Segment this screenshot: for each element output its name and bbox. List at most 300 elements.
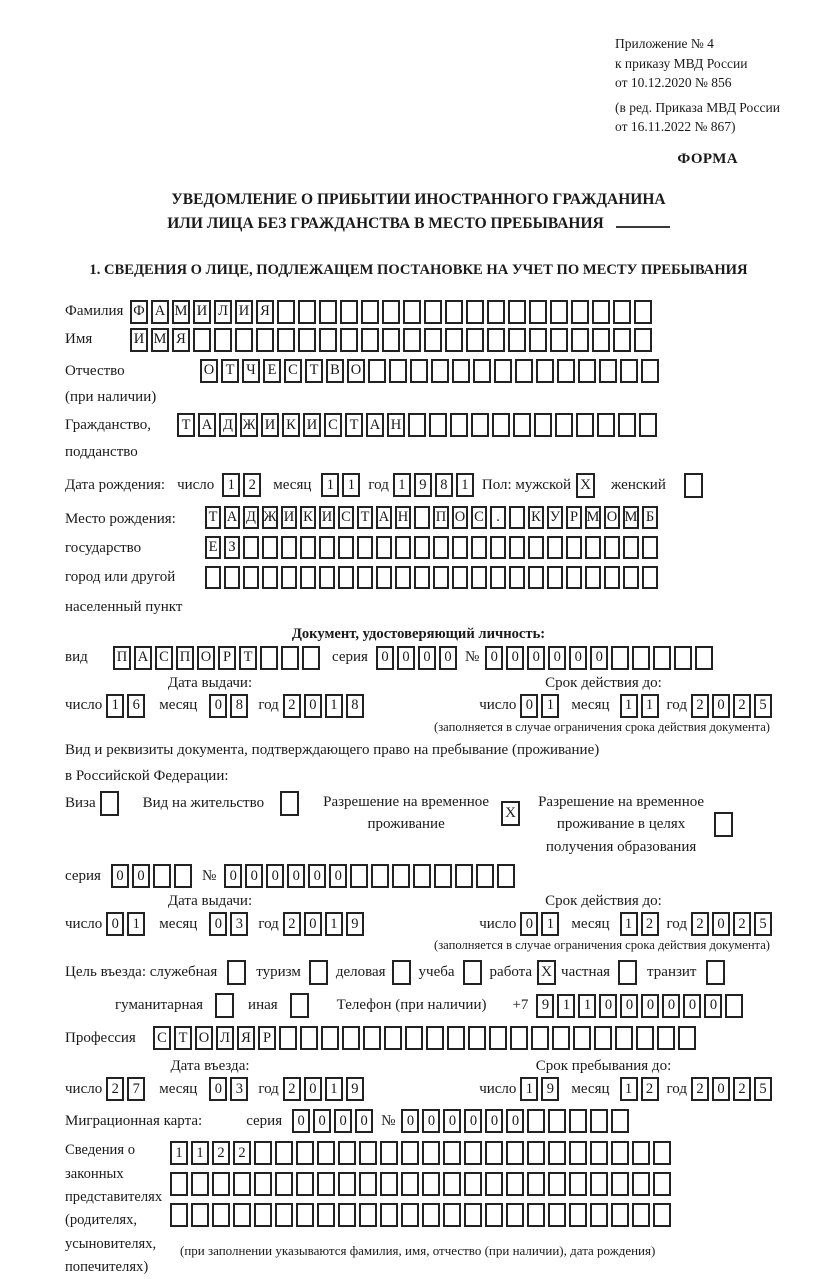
purpose-other-checkbox[interactable] — [290, 993, 309, 1018]
char-cell[interactable] — [300, 1026, 318, 1050]
char-cell[interactable] — [338, 566, 354, 589]
char-cell[interactable] — [224, 566, 240, 589]
purpose-study-checkbox[interactable] — [463, 960, 482, 985]
char-cell[interactable]: 0 — [569, 646, 587, 670]
char-cell[interactable] — [490, 536, 506, 559]
char-cell[interactable] — [590, 1203, 608, 1227]
temp-residence-edu-checkbox[interactable] — [714, 812, 733, 837]
char-cell[interactable] — [632, 646, 650, 670]
char-cell[interactable]: 0 — [132, 864, 150, 888]
char-cell[interactable] — [338, 1172, 356, 1196]
char-cell[interactable]: И — [319, 506, 335, 529]
char-cell[interactable] — [639, 413, 657, 437]
char-cell[interactable]: 0 — [111, 864, 129, 888]
purpose-official-checkbox[interactable] — [227, 960, 246, 985]
char-cell[interactable]: Я — [256, 300, 274, 324]
char-cell[interactable] — [571, 300, 589, 324]
char-cell[interactable] — [552, 1026, 570, 1050]
char-cell[interactable]: 1 — [541, 912, 559, 936]
char-cell[interactable]: 1 — [325, 912, 343, 936]
char-cell[interactable] — [569, 1203, 587, 1227]
char-cell[interactable] — [508, 300, 526, 324]
char-cell[interactable] — [653, 1203, 671, 1227]
char-cell[interactable]: 0 — [712, 1077, 730, 1101]
char-cell[interactable] — [529, 300, 547, 324]
char-cell[interactable] — [429, 413, 447, 437]
char-cell[interactable]: О — [452, 506, 468, 529]
char-cell[interactable] — [618, 413, 636, 437]
char-cell[interactable] — [340, 300, 358, 324]
char-cell[interactable]: 0 — [485, 646, 503, 670]
char-cell[interactable] — [548, 1203, 566, 1227]
char-cell[interactable] — [361, 300, 379, 324]
char-cell[interactable] — [571, 328, 589, 352]
char-cell[interactable] — [384, 1026, 402, 1050]
char-cell[interactable] — [401, 1203, 419, 1227]
char-cell[interactable]: 0 — [520, 912, 538, 936]
char-cell[interactable]: 2 — [733, 694, 751, 718]
char-cell[interactable]: О — [200, 359, 218, 383]
char-cell[interactable] — [506, 1172, 524, 1196]
char-cell[interactable] — [262, 566, 278, 589]
char-cell[interactable] — [508, 328, 526, 352]
char-cell[interactable] — [674, 646, 692, 670]
char-cell[interactable] — [212, 1203, 230, 1227]
purpose-private-checkbox[interactable] — [618, 960, 637, 985]
char-cell[interactable]: Е — [263, 359, 281, 383]
char-cell[interactable] — [359, 1203, 377, 1227]
char-cell[interactable]: А — [376, 506, 392, 529]
char-cell[interactable]: И — [235, 300, 253, 324]
char-cell[interactable] — [466, 300, 484, 324]
char-cell[interactable] — [359, 1172, 377, 1196]
char-cell[interactable] — [296, 1203, 314, 1227]
char-cell[interactable] — [256, 328, 274, 352]
char-cell[interactable]: Ч — [242, 359, 260, 383]
char-cell[interactable] — [576, 413, 594, 437]
char-cell[interactable] — [371, 864, 389, 888]
char-cell[interactable]: 0 — [662, 994, 680, 1018]
char-cell[interactable] — [513, 413, 531, 437]
char-cell[interactable] — [485, 1203, 503, 1227]
char-cell[interactable]: 0 — [209, 694, 227, 718]
char-cell[interactable] — [590, 1109, 608, 1133]
char-cell[interactable]: 8 — [435, 473, 453, 497]
char-cell[interactable]: 0 — [464, 1109, 482, 1133]
char-cell[interactable]: 8 — [346, 694, 364, 718]
char-cell[interactable]: А — [224, 506, 240, 529]
char-cell[interactable]: П — [113, 646, 131, 670]
char-cell[interactable] — [527, 1203, 545, 1227]
char-cell[interactable] — [653, 1141, 671, 1165]
char-cell[interactable] — [414, 506, 430, 529]
char-cell[interactable] — [506, 1141, 524, 1165]
char-cell[interactable]: 3 — [230, 1077, 248, 1101]
char-cell[interactable]: Ж — [262, 506, 278, 529]
char-cell[interactable]: 6 — [127, 694, 145, 718]
char-cell[interactable]: 2 — [641, 912, 659, 936]
char-cell[interactable] — [363, 1026, 381, 1050]
char-cell[interactable]: . — [490, 506, 506, 529]
char-cell[interactable] — [389, 359, 407, 383]
char-cell[interactable] — [443, 1203, 461, 1227]
char-cell[interactable]: Е — [205, 536, 221, 559]
char-cell[interactable] — [599, 359, 617, 383]
purpose-business-checkbox[interactable] — [392, 960, 411, 985]
char-cell[interactable] — [471, 566, 487, 589]
char-cell[interactable]: К — [300, 506, 316, 529]
char-cell[interactable] — [604, 536, 620, 559]
char-cell[interactable]: 0 — [401, 1109, 419, 1133]
char-cell[interactable]: 2 — [691, 1077, 709, 1101]
char-cell[interactable] — [426, 1026, 444, 1050]
char-cell[interactable] — [408, 413, 426, 437]
char-cell[interactable]: 5 — [754, 912, 772, 936]
char-cell[interactable]: 1 — [520, 1077, 538, 1101]
char-cell[interactable]: 0 — [590, 646, 608, 670]
char-cell[interactable] — [443, 1172, 461, 1196]
char-cell[interactable] — [489, 1026, 507, 1050]
char-cell[interactable] — [298, 300, 316, 324]
purpose-work-checkbox[interactable]: X — [537, 960, 556, 985]
char-cell[interactable]: 1 — [342, 473, 360, 497]
char-cell[interactable]: В — [326, 359, 344, 383]
char-cell[interactable]: Т — [357, 506, 373, 529]
char-cell[interactable]: 2 — [733, 1077, 751, 1101]
char-cell[interactable] — [191, 1203, 209, 1227]
char-cell[interactable]: И — [281, 506, 297, 529]
char-cell[interactable]: 3 — [230, 912, 248, 936]
char-cell[interactable]: 0 — [443, 1109, 461, 1133]
char-cell[interactable] — [403, 300, 421, 324]
char-cell[interactable] — [497, 864, 515, 888]
char-cell[interactable]: С — [155, 646, 173, 670]
char-cell[interactable]: 0 — [334, 1109, 352, 1133]
char-cell[interactable] — [611, 1203, 629, 1227]
char-cell[interactable] — [509, 566, 525, 589]
char-cell[interactable]: К — [282, 413, 300, 437]
char-cell[interactable]: 1 — [106, 694, 124, 718]
char-cell[interactable] — [468, 1026, 486, 1050]
char-cell[interactable]: Л — [216, 1026, 234, 1050]
char-cell[interactable] — [452, 359, 470, 383]
char-cell[interactable] — [275, 1141, 293, 1165]
char-cell[interactable] — [490, 566, 506, 589]
char-cell[interactable] — [494, 359, 512, 383]
char-cell[interactable]: 0 — [712, 694, 730, 718]
char-cell[interactable]: А — [198, 413, 216, 437]
char-cell[interactable] — [193, 328, 211, 352]
char-cell[interactable]: 2 — [691, 912, 709, 936]
char-cell[interactable] — [338, 1141, 356, 1165]
char-cell[interactable] — [653, 646, 671, 670]
char-cell[interactable] — [319, 536, 335, 559]
char-cell[interactable]: 9 — [346, 912, 364, 936]
char-cell[interactable]: 0 — [209, 1077, 227, 1101]
char-cell[interactable] — [422, 1141, 440, 1165]
sex-male-checkbox[interactable]: X — [576, 473, 595, 498]
char-cell[interactable] — [317, 1203, 335, 1227]
char-cell[interactable] — [464, 1172, 482, 1196]
char-cell[interactable] — [422, 1172, 440, 1196]
char-cell[interactable]: 2 — [233, 1141, 251, 1165]
char-cell[interactable]: Ф — [130, 300, 148, 324]
char-cell[interactable]: 2 — [641, 1077, 659, 1101]
char-cell[interactable]: 1 — [325, 694, 343, 718]
char-cell[interactable]: 0 — [106, 912, 124, 936]
char-cell[interactable]: С — [338, 506, 354, 529]
char-cell[interactable]: Т — [205, 506, 221, 529]
char-cell[interactable] — [557, 359, 575, 383]
char-cell[interactable]: М — [623, 506, 639, 529]
char-cell[interactable]: 0 — [313, 1109, 331, 1133]
char-cell[interactable]: 5 — [754, 694, 772, 718]
char-cell[interactable] — [613, 328, 631, 352]
char-cell[interactable] — [634, 328, 652, 352]
char-cell[interactable]: 1 — [222, 473, 240, 497]
char-cell[interactable]: 9 — [414, 473, 432, 497]
char-cell[interactable] — [452, 566, 468, 589]
char-cell[interactable] — [464, 1141, 482, 1165]
char-cell[interactable] — [300, 536, 316, 559]
temp-residence-checkbox[interactable]: X — [501, 801, 520, 826]
char-cell[interactable]: Т — [221, 359, 239, 383]
char-cell[interactable]: М — [585, 506, 601, 529]
char-cell[interactable] — [632, 1141, 650, 1165]
char-cell[interactable] — [361, 328, 379, 352]
char-cell[interactable]: 0 — [224, 864, 242, 888]
char-cell[interactable]: 0 — [304, 912, 322, 936]
char-cell[interactable] — [678, 1026, 696, 1050]
char-cell[interactable]: 1 — [170, 1141, 188, 1165]
char-cell[interactable]: 0 — [683, 994, 701, 1018]
char-cell[interactable] — [555, 413, 573, 437]
char-cell[interactable]: 2 — [283, 912, 301, 936]
char-cell[interactable] — [471, 413, 489, 437]
char-cell[interactable] — [506, 1203, 524, 1227]
char-cell[interactable] — [342, 1026, 360, 1050]
char-cell[interactable] — [623, 536, 639, 559]
char-cell[interactable]: 1 — [557, 994, 575, 1018]
char-cell[interactable]: Р — [258, 1026, 276, 1050]
char-cell[interactable] — [642, 536, 658, 559]
char-cell[interactable]: 0 — [641, 994, 659, 1018]
char-cell[interactable]: 1 — [456, 473, 474, 497]
char-cell[interactable] — [443, 1141, 461, 1165]
char-cell[interactable]: 0 — [329, 864, 347, 888]
char-cell[interactable] — [212, 1172, 230, 1196]
char-cell[interactable] — [380, 1141, 398, 1165]
char-cell[interactable]: И — [193, 300, 211, 324]
char-cell[interactable]: 0 — [376, 646, 394, 670]
char-cell[interactable] — [296, 1172, 314, 1196]
char-cell[interactable] — [485, 1141, 503, 1165]
char-cell[interactable]: Р — [566, 506, 582, 529]
char-cell[interactable]: 0 — [704, 994, 722, 1018]
char-cell[interactable]: 0 — [599, 994, 617, 1018]
char-cell[interactable]: 2 — [283, 1077, 301, 1101]
char-cell[interactable] — [403, 328, 421, 352]
char-cell[interactable] — [527, 1109, 545, 1133]
char-cell[interactable] — [527, 1141, 545, 1165]
char-cell[interactable]: М — [151, 328, 169, 352]
char-cell[interactable] — [695, 646, 713, 670]
char-cell[interactable] — [233, 1203, 251, 1227]
char-cell[interactable] — [260, 646, 278, 670]
char-cell[interactable] — [392, 864, 410, 888]
char-cell[interactable]: О — [604, 506, 620, 529]
char-cell[interactable] — [395, 566, 411, 589]
char-cell[interactable] — [368, 359, 386, 383]
char-cell[interactable] — [487, 328, 505, 352]
char-cell[interactable]: 1 — [620, 1077, 638, 1101]
char-cell[interactable] — [340, 328, 358, 352]
char-cell[interactable] — [262, 536, 278, 559]
char-cell[interactable] — [632, 1172, 650, 1196]
char-cell[interactable] — [414, 536, 430, 559]
char-cell[interactable] — [395, 536, 411, 559]
sex-female-checkbox[interactable] — [684, 473, 703, 498]
char-cell[interactable] — [613, 300, 631, 324]
char-cell[interactable]: 0 — [506, 1109, 524, 1133]
char-cell[interactable]: 0 — [355, 1109, 373, 1133]
char-cell[interactable]: К — [528, 506, 544, 529]
char-cell[interactable] — [254, 1141, 272, 1165]
char-cell[interactable]: 0 — [292, 1109, 310, 1133]
char-cell[interactable] — [382, 328, 400, 352]
char-cell[interactable]: 0 — [397, 646, 415, 670]
char-cell[interactable]: Л — [214, 300, 232, 324]
char-cell[interactable] — [445, 300, 463, 324]
char-cell[interactable] — [243, 566, 259, 589]
purpose-tourism-checkbox[interactable] — [309, 960, 328, 985]
char-cell[interactable]: 5 — [754, 1077, 772, 1101]
char-cell[interactable]: 1 — [620, 912, 638, 936]
char-cell[interactable] — [338, 1203, 356, 1227]
char-cell[interactable]: 0 — [266, 864, 284, 888]
char-cell[interactable] — [205, 566, 221, 589]
char-cell[interactable]: 0 — [418, 646, 436, 670]
char-cell[interactable]: Т — [239, 646, 257, 670]
char-cell[interactable] — [233, 1172, 251, 1196]
char-cell[interactable] — [319, 328, 337, 352]
char-cell[interactable] — [302, 646, 320, 670]
char-cell[interactable]: А — [366, 413, 384, 437]
char-cell[interactable] — [170, 1172, 188, 1196]
char-cell[interactable] — [615, 1026, 633, 1050]
char-cell[interactable] — [214, 328, 232, 352]
char-cell[interactable] — [445, 328, 463, 352]
char-cell[interactable]: И — [130, 328, 148, 352]
char-cell[interactable] — [277, 300, 295, 324]
char-cell[interactable]: Д — [219, 413, 237, 437]
char-cell[interactable] — [492, 413, 510, 437]
char-cell[interactable] — [317, 1172, 335, 1196]
char-cell[interactable] — [611, 1141, 629, 1165]
char-cell[interactable] — [548, 1109, 566, 1133]
char-cell[interactable]: О — [195, 1026, 213, 1050]
char-cell[interactable]: 0 — [304, 694, 322, 718]
char-cell[interactable] — [357, 536, 373, 559]
char-cell[interactable] — [338, 536, 354, 559]
char-cell[interactable] — [380, 1172, 398, 1196]
char-cell[interactable] — [531, 1026, 549, 1050]
char-cell[interactable]: П — [433, 506, 449, 529]
char-cell[interactable] — [573, 1026, 591, 1050]
char-cell[interactable]: 1 — [127, 912, 145, 936]
char-cell[interactable] — [585, 566, 601, 589]
char-cell[interactable] — [277, 328, 295, 352]
char-cell[interactable] — [510, 1026, 528, 1050]
char-cell[interactable]: 2 — [106, 1077, 124, 1101]
char-cell[interactable] — [527, 1172, 545, 1196]
char-cell[interactable]: 0 — [485, 1109, 503, 1133]
char-cell[interactable] — [357, 566, 373, 589]
char-cell[interactable] — [585, 536, 601, 559]
char-cell[interactable]: У — [547, 506, 563, 529]
char-cell[interactable] — [405, 1026, 423, 1050]
char-cell[interactable] — [382, 300, 400, 324]
char-cell[interactable] — [632, 1203, 650, 1227]
char-cell[interactable] — [623, 566, 639, 589]
char-cell[interactable]: И — [303, 413, 321, 437]
char-cell[interactable] — [620, 359, 638, 383]
char-cell[interactable] — [476, 864, 494, 888]
char-cell[interactable] — [528, 566, 544, 589]
char-cell[interactable]: 2 — [212, 1141, 230, 1165]
char-cell[interactable]: Б — [642, 506, 658, 529]
char-cell[interactable]: 0 — [304, 1077, 322, 1101]
char-cell[interactable]: 1 — [541, 694, 559, 718]
char-cell[interactable]: 0 — [520, 694, 538, 718]
char-cell[interactable] — [657, 1026, 675, 1050]
char-cell[interactable]: Р — [218, 646, 236, 670]
char-cell[interactable]: 0 — [245, 864, 263, 888]
char-cell[interactable]: 0 — [422, 1109, 440, 1133]
char-cell[interactable] — [534, 413, 552, 437]
char-cell[interactable]: М — [172, 300, 190, 324]
char-cell[interactable] — [455, 864, 473, 888]
char-cell[interactable] — [350, 864, 368, 888]
char-cell[interactable] — [281, 566, 297, 589]
purpose-humanitarian-checkbox[interactable] — [215, 993, 234, 1018]
char-cell[interactable] — [569, 1172, 587, 1196]
char-cell[interactable]: З — [224, 536, 240, 559]
char-cell[interactable] — [636, 1026, 654, 1050]
char-cell[interactable] — [376, 536, 392, 559]
char-cell[interactable] — [174, 864, 192, 888]
char-cell[interactable]: 8 — [230, 694, 248, 718]
char-cell[interactable] — [487, 300, 505, 324]
char-cell[interactable] — [433, 566, 449, 589]
char-cell[interactable] — [528, 536, 544, 559]
char-cell[interactable] — [153, 864, 171, 888]
char-cell[interactable] — [641, 359, 659, 383]
char-cell[interactable]: 9 — [536, 994, 554, 1018]
char-cell[interactable] — [569, 1109, 587, 1133]
char-cell[interactable] — [725, 994, 743, 1018]
char-cell[interactable]: 1 — [578, 994, 596, 1018]
char-cell[interactable]: О — [197, 646, 215, 670]
char-cell[interactable] — [578, 359, 596, 383]
char-cell[interactable]: С — [153, 1026, 171, 1050]
char-cell[interactable]: Т — [177, 413, 195, 437]
char-cell[interactable] — [243, 536, 259, 559]
char-cell[interactable] — [611, 1109, 629, 1133]
char-cell[interactable] — [235, 328, 253, 352]
char-cell[interactable] — [653, 1172, 671, 1196]
char-cell[interactable] — [254, 1172, 272, 1196]
